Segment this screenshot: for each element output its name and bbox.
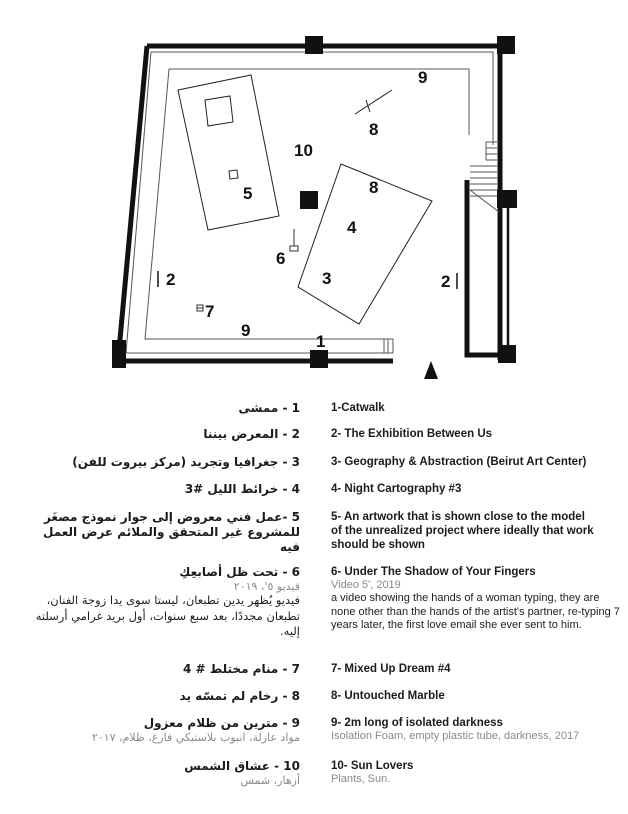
- legend-en-description: a video showing the hands of a woman typing, they are none other than the hands of the artist's partner, re-typing 7 years later, the first love email she ever sent to him.: [331, 592, 620, 631]
- legend-ar-title: 8 - رخام لم تمسّه يد: [179, 689, 300, 703]
- plan-label-6: 6: [276, 249, 286, 268]
- plan-label-7: 7: [205, 302, 215, 321]
- object-7: [197, 305, 203, 311]
- plan-label-9-top: 9: [418, 68, 428, 87]
- legend-en-subtitle: Isolation Foam, empty plastic tube, darkness, 2017: [331, 730, 580, 742]
- legend-en-title: 9- 2m long of isolated darkness: [331, 717, 503, 729]
- legend-en-title: 8- Untouched Marble: [331, 690, 445, 702]
- legend-en-title: 3- Geography & Abstraction (Beirut Art Center): [331, 456, 587, 468]
- legend-en-title: 6- Under The Shadow of Your Fingers: [331, 566, 536, 578]
- legend-ar-subtitle: فيديو ٥'، ٢٠١٩: [233, 580, 300, 593]
- plan-label-3: 3: [322, 269, 332, 288]
- table-3-4: [298, 164, 432, 324]
- legend-ar-title: 7 - منام مختلط # 4: [183, 662, 300, 676]
- legend-ar-title: 10 - عشاق الشمس: [184, 759, 300, 773]
- legend-en-title: 10- Sun Lovers: [331, 760, 414, 772]
- legend-ar-title: 4 - خرائط الليل #3: [184, 482, 300, 496]
- plan-label-9-bottom: 9: [241, 321, 251, 340]
- legend-ar-title: 5 -عمل فني معروض إلى جوار نموذج مصغَر للمشروع غير المتحقق والملائم عرض العمل فيه: [43, 510, 300, 554]
- legend-en-title: 5- An artwork that is shown close to the model of the unrealized project where ideally that work should be shown: [331, 511, 594, 551]
- plan-label-2-right: 2: [441, 272, 451, 291]
- plan-label-2-left: 2: [166, 270, 176, 289]
- legend-ar-subtitle: أزهار، شمس: [240, 774, 300, 787]
- object-6: [290, 229, 298, 251]
- stairs: [470, 142, 499, 212]
- plan-label-1: 1: [316, 332, 326, 351]
- pillars: [112, 36, 517, 368]
- plan-label-10: 10: [294, 141, 313, 160]
- gallery-floor-plan: [0, 0, 628, 390]
- legend-ar-description: فيديو يُظهر يدين تطبعان، ليستا سوى يدا زوجة الفنان، تطبعان مجددًا، بعد سبع سنوات، أول بريد غرامي أرسلته إليه.: [35, 593, 300, 638]
- legend-ar-title: 3 - جغرافيا وتجريد (مركز بيروت للفن): [72, 455, 300, 469]
- legend-ar-subtitle: مواد عازلة، انبوب بلاستيكي فارغ، ظلام، ٢٠١٧: [91, 731, 300, 744]
- plan-label-8-table: 8: [369, 178, 379, 197]
- legend-ar-title: 9 - مترين من ظلام معزول: [143, 716, 300, 730]
- legend-en-subtitle: Video 5', 2019: [331, 579, 401, 591]
- legend-en-subtitle: Plants, Sun.: [331, 773, 391, 785]
- table-5: [178, 75, 279, 230]
- legend-en-title: 1-Catwalk: [331, 402, 385, 414]
- plan-label-5: 5: [243, 184, 253, 203]
- object-8: [355, 90, 392, 114]
- plan-label-8-top: 8: [369, 120, 379, 139]
- entrance-triangle-up-icon: [424, 361, 438, 379]
- legend-ar-title: 1 - ممشى: [238, 401, 300, 415]
- legend-en-title: 4- Night Cartography #3: [331, 483, 462, 495]
- legend-en-title: 7- Mixed Up Dream #4: [331, 663, 451, 675]
- legend-en-title: 2- The Exhibition Between Us: [331, 428, 493, 440]
- legend-ar-title: 6 - تحت ظل أصابعِكِ: [179, 565, 300, 579]
- wall-markers: [158, 271, 457, 289]
- legend-ar-title: 2 - المعرض بيننا: [203, 427, 300, 441]
- plan-label-4: 4: [347, 218, 357, 237]
